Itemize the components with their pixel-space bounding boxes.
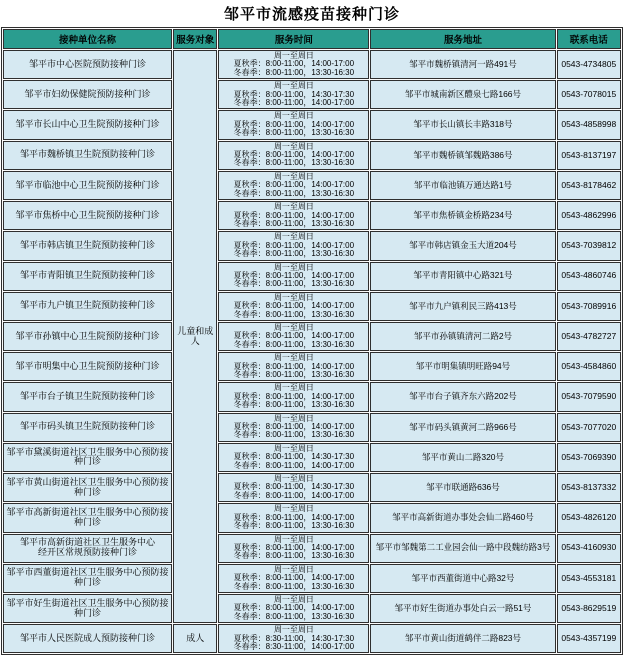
service-address-cell: 邹平市邹魏第二工业园会仙一路中段魏纺路3号	[370, 534, 555, 563]
unit-name-cell: 邹平市魏桥镇卫生院预防接种门诊	[3, 141, 172, 170]
time-line-days: 周一至周日	[273, 594, 314, 604]
time-line-days: 周一至周日	[273, 474, 314, 484]
unit-name-cell: 邹平市台子镇卫生院预防接种门诊	[3, 382, 172, 411]
table-row	[3, 262, 621, 291]
service-time-cell	[218, 110, 369, 139]
contact-phone-cell: 0543-7039812	[557, 231, 621, 260]
service-time-cell	[218, 382, 369, 411]
contact-phone-cell: 0543-8629519	[557, 594, 621, 623]
time-line-days: 周一至周日	[273, 443, 314, 453]
time-line-winter: 冬春季：8:30-11:00，14:00-17:00	[233, 641, 355, 651]
service-address-cell: 邹平市明集镇明旺路94号	[370, 352, 555, 381]
time-line-winter: 冬春季：8:00-11:00，13:30-16:30	[233, 249, 355, 259]
time-line-winter: 冬春季：8:00-11:00，13:30-16:30	[233, 128, 355, 138]
service-target-cell: 成人	[173, 624, 217, 653]
service-time-cell	[218, 473, 369, 502]
time-line-days: 周一至周日	[273, 322, 314, 332]
time-line-days: 周一至周日	[273, 353, 314, 363]
time-line-winter: 冬春季：8:00-11:00，14:00-17:00	[233, 460, 355, 470]
service-time-cell	[218, 322, 369, 351]
service-time-cell	[218, 80, 369, 109]
service-address-cell: 邹平市临池镇万通达路1号	[370, 171, 555, 200]
service-address-cell: 邹平市焦桥镇金桥路234号	[370, 201, 555, 230]
contact-phone-cell: 0543-7069390	[557, 443, 621, 472]
time-line-days: 周一至周日	[273, 564, 314, 574]
time-line-summer: 夏秋季：8:00-11:00，14:00-17:00	[233, 573, 355, 583]
vaccination-clinics-table	[1, 27, 623, 655]
unit-name-cell: 邹平市人民医院成人预防接种门诊	[3, 624, 172, 653]
time-line-winter: 冬春季：8:00-11:00，13:30-16:30	[233, 279, 355, 289]
contact-phone-cell: 0543-7078015	[557, 80, 621, 109]
service-time-cell	[218, 564, 369, 593]
time-line-summer: 夏秋季：8:00-11:00，14:30-17:30	[233, 452, 355, 462]
contact-phone-cell: 0543-4160930	[557, 534, 621, 563]
time-line-summer: 夏秋季：8:00-11:00，14:00-17:00	[233, 270, 355, 280]
time-line-winter: 冬春季：8:00-11:00，13:30-16:30	[233, 67, 355, 77]
contact-phone-cell: 0543-4862996	[557, 201, 621, 230]
unit-name-cell: 邹平市临池中心卫生院预防接种门诊	[3, 171, 172, 200]
contact-phone-cell: 0543-8137332	[557, 473, 621, 502]
unit-name-cell: 邹平市高新街道社区卫生服务中心预防接种门诊	[3, 503, 172, 532]
time-line-winter: 冬春季：8:00-11:00，13:30-16:30	[233, 370, 355, 379]
time-line-summer: 夏秋季：8:00-11:00，14:00-17:00	[233, 59, 355, 69]
contact-phone-cell: 0543-7079590	[557, 382, 621, 411]
contact-phone-cell: 0543-4826120	[557, 503, 621, 532]
time-line-winter: 冬春季：8:00-11:00，13:30-16:30	[233, 430, 355, 440]
time-line-days: 周一至周日	[273, 81, 314, 91]
service-time-cell	[218, 201, 369, 230]
unit-name-cell: 邹平市码头镇卫生院预防接种门诊	[3, 413, 172, 442]
service-address-cell: 邹平市黄山二路320号	[370, 443, 555, 472]
unit-name-cell: 邹平市青阳镇卫生院预防接种门诊	[3, 262, 172, 291]
service-address-cell: 邹平市魏桥镇清河一路491号	[370, 50, 555, 79]
time-line-days: 周一至周日	[273, 413, 314, 423]
col-header-contact-phone: 联系电话	[557, 29, 621, 49]
col-header-service-target: 服务对象	[173, 29, 217, 49]
time-line-days: 周一至周日	[273, 504, 314, 514]
service-time-cell	[218, 443, 369, 472]
time-line-summer: 夏秋季：8:00-11:00，14:30-17:30	[233, 482, 355, 492]
table-row	[3, 292, 621, 321]
time-line-winter: 冬春季：8:00-11:00，13:30-16:30	[233, 339, 355, 349]
unit-name-cell: 邹平市明集中心卫生院预防接种门诊	[3, 352, 172, 381]
col-header-unit-name: 接种单位名称	[3, 29, 172, 49]
contact-phone-cell: 0543-4357199	[557, 624, 621, 653]
service-time-cell	[218, 594, 369, 623]
time-line-days: 周一至周日	[273, 141, 314, 151]
time-line-summer: 夏秋季：8:00-11:00，14:00-17:00	[233, 210, 355, 220]
service-time-cell	[218, 171, 369, 200]
unit-name-cell: 邹平市黄山街道社区卫生服务中心预防接种门诊	[3, 473, 172, 502]
time-line-summer: 夏秋季：8:00-11:00，14:00-17:00	[233, 422, 355, 432]
service-address-cell: 邹平市城南新区醴泉七路166号	[370, 80, 555, 109]
time-line-winter: 冬春季：8:00-11:00，13:30-16:30	[233, 188, 355, 198]
table-row	[3, 624, 621, 653]
time-line-winter: 冬春季：8:00-11:00，13:30-16:30	[233, 158, 355, 168]
table-row	[3, 443, 621, 472]
time-line-winter: 冬春季：8:00-11:00，13:30-16:30	[233, 218, 355, 228]
time-line-summer: 夏秋季：8:00-11:00，14:00-17:00	[233, 150, 355, 160]
service-address-cell: 邹平市魏桥镇邹魏路386号	[370, 141, 555, 170]
service-address-cell: 邹平市韩店镇金玉大道204号	[370, 231, 555, 260]
service-address-cell: 邹平市码头镇黄河二路966号	[370, 413, 555, 442]
time-line-winter: 冬春季：8:00-11:00，13:30-16:30	[233, 581, 355, 591]
time-line-winter: 冬春季：8:00-11:00，13:30-16:30	[233, 551, 355, 561]
time-line-summer: 夏秋季：8:00-11:00，14:00-17:00	[233, 542, 355, 552]
contact-phone-cell: 0543-8137197	[557, 141, 621, 170]
time-line-winter: 冬春季：8:00-11:00，14:00-17:00	[233, 490, 355, 500]
unit-name-cell: 邹平市长山中心卫生院预防接种门诊	[3, 110, 172, 139]
page-title: 邹平市流感疫苗接种门诊	[223, 6, 400, 23]
unit-name-cell: 邹平市妇幼保健院预防接种门诊	[3, 80, 172, 109]
time-line-winter: 冬春季：8:00-11:00，14:00-17:00	[233, 98, 355, 108]
table-row	[3, 201, 621, 230]
unit-name-cell: 邹平市九户镇卫生院预防接种门诊	[3, 292, 172, 321]
table-row	[3, 80, 621, 109]
time-line-winter: 冬春季：8:00-11:00，13:30-16:30	[233, 309, 355, 319]
contact-phone-cell: 0543-4553181	[557, 564, 621, 593]
service-address-cell: 邹平市好生街道办事处白云一路51号	[370, 594, 555, 623]
table-row	[3, 503, 621, 532]
service-address-cell: 邹平市孙镇镇清河二路2号	[370, 322, 555, 351]
table-row	[3, 50, 621, 79]
table-row	[3, 564, 621, 593]
service-time-cell	[218, 413, 369, 442]
service-address-cell: 邹平市长山镇长丰路318号	[370, 110, 555, 139]
time-line-summer: 夏秋季：8:00-11:00，14:00-17:00	[233, 331, 355, 341]
table-row	[3, 352, 621, 381]
unit-name-cell: 邹平市好生街道社区卫生服务中心预防接种门诊	[3, 594, 172, 623]
table-header	[3, 29, 621, 49]
time-line-summer: 夏秋季：8:00-11:00，14:00-17:00	[233, 512, 355, 522]
time-line-winter: 冬春季：8:00-11:00，13:30-16:30	[233, 611, 355, 621]
service-address-cell: 邹平市联通路636号	[370, 473, 555, 502]
table-row	[3, 322, 621, 351]
service-time-cell	[218, 141, 369, 170]
unit-name-cell: 邹平市韩店镇卫生院预防接种门诊	[3, 231, 172, 260]
time-line-summer: 夏秋季：8:00-11:00，14:00-17:00	[233, 603, 355, 613]
time-line-days: 周一至周日	[273, 232, 314, 242]
time-line-days: 周一至周日	[273, 262, 314, 272]
table-row	[3, 141, 621, 170]
time-line-winter: 冬春季：8:00-11:00，13:30-16:30	[233, 400, 355, 410]
time-line-summer: 夏秋季：8:00-11:00，14:00-17:00	[233, 301, 355, 311]
time-line-summer: 夏秋季：8:00-11:00，14:00-17:00	[233, 240, 355, 250]
time-line-days: 周一至周日	[273, 534, 314, 544]
unit-name-cell: 邹平市中心医院预防接种门诊	[3, 50, 172, 79]
time-line-summer: 夏秋季：8:30-11:00，14:30-17:30	[233, 633, 355, 643]
time-line-summer: 夏秋季：8:00-11:00，14:00-17:00	[233, 180, 355, 190]
service-address-cell: 邹平市高新街道办事处会仙二路460号	[370, 503, 555, 532]
service-address-cell: 邹平市黄山街道鹤伴二路823号	[370, 624, 555, 653]
table-row	[3, 534, 621, 563]
unit-name-cell: 邹平市焦桥中心卫生院预防接种门诊	[3, 201, 172, 230]
table-row	[3, 231, 621, 260]
contact-phone-cell: 0543-4860746	[557, 262, 621, 291]
contact-phone-cell: 0543-4858998	[557, 110, 621, 139]
contact-phone-cell: 0543-7089916	[557, 292, 621, 321]
service-time-cell	[218, 503, 369, 532]
unit-name-cell: 邹平市孙镇中心卫生院预防接种门诊	[3, 322, 172, 351]
time-line-summer: 夏秋季：8:00-11:00，14:00-17:00	[233, 119, 355, 129]
contact-phone-cell: 0543-4782727	[557, 322, 621, 351]
contact-phone-cell: 0543-7077020	[557, 413, 621, 442]
contact-phone-cell: 0543-4584860	[557, 352, 621, 381]
service-address-cell: 邹平市九户镇利民三路413号	[370, 292, 555, 321]
service-address-cell: 邹平市西董街道中心路32号	[370, 564, 555, 593]
time-line-days: 周一至周日	[273, 625, 314, 635]
table-row	[3, 171, 621, 200]
time-line-summer: 夏秋季：8:00-11:00，14:30-17:30	[233, 89, 355, 99]
service-target-merged-cell: 儿童和成人	[173, 50, 217, 623]
time-line-days: 周一至周日	[273, 383, 314, 393]
time-line-days: 周一至周日	[273, 51, 314, 60]
unit-name-cell: 邹平市高新街道社区卫生服务中心 经开区常规预防接种门诊	[3, 534, 172, 563]
time-line-winter: 冬春季：8:00-11:00，13:30-16:30	[233, 521, 355, 531]
time-line-summer: 夏秋季：8:00-11:00，14:00-17:00	[233, 361, 355, 371]
service-time-cell	[218, 624, 369, 653]
table-row	[3, 473, 621, 502]
time-line-days: 周一至周日	[273, 111, 314, 121]
col-header-service-time: 服务时间	[218, 29, 369, 49]
service-address-cell: 邹平市台子镇齐东六路202号	[370, 382, 555, 411]
table-row	[3, 594, 621, 623]
table-body	[3, 50, 621, 653]
time-line-days: 周一至周日	[273, 171, 314, 181]
service-time-cell	[218, 231, 369, 260]
service-time-cell	[218, 534, 369, 563]
service-time-cell	[218, 262, 369, 291]
time-line-days: 周一至周日	[273, 202, 314, 212]
service-address-cell: 邹平市青阳镇中心路321号	[370, 262, 555, 291]
table-row	[3, 413, 621, 442]
table-row	[3, 110, 621, 139]
header-row	[3, 29, 621, 49]
unit-name-cell: 邹平市西董街道社区卫生服务中心预防接种门诊	[3, 564, 172, 593]
service-time-cell	[218, 352, 369, 381]
unit-name-cell: 邹平市黛溪街道社区卫生服务中心预防接种门诊	[3, 443, 172, 472]
service-time-cell	[218, 50, 369, 79]
col-header-service-address: 服务地址	[370, 29, 555, 49]
contact-phone-cell: 0543-4734805	[557, 50, 621, 79]
contact-phone-cell: 0543-8178462	[557, 171, 621, 200]
service-time-cell	[218, 292, 369, 321]
time-line-summer: 夏秋季：8:00-11:00，14:00-17:00	[233, 391, 355, 401]
table-row	[3, 382, 621, 411]
time-line-days: 周一至周日	[273, 292, 314, 302]
